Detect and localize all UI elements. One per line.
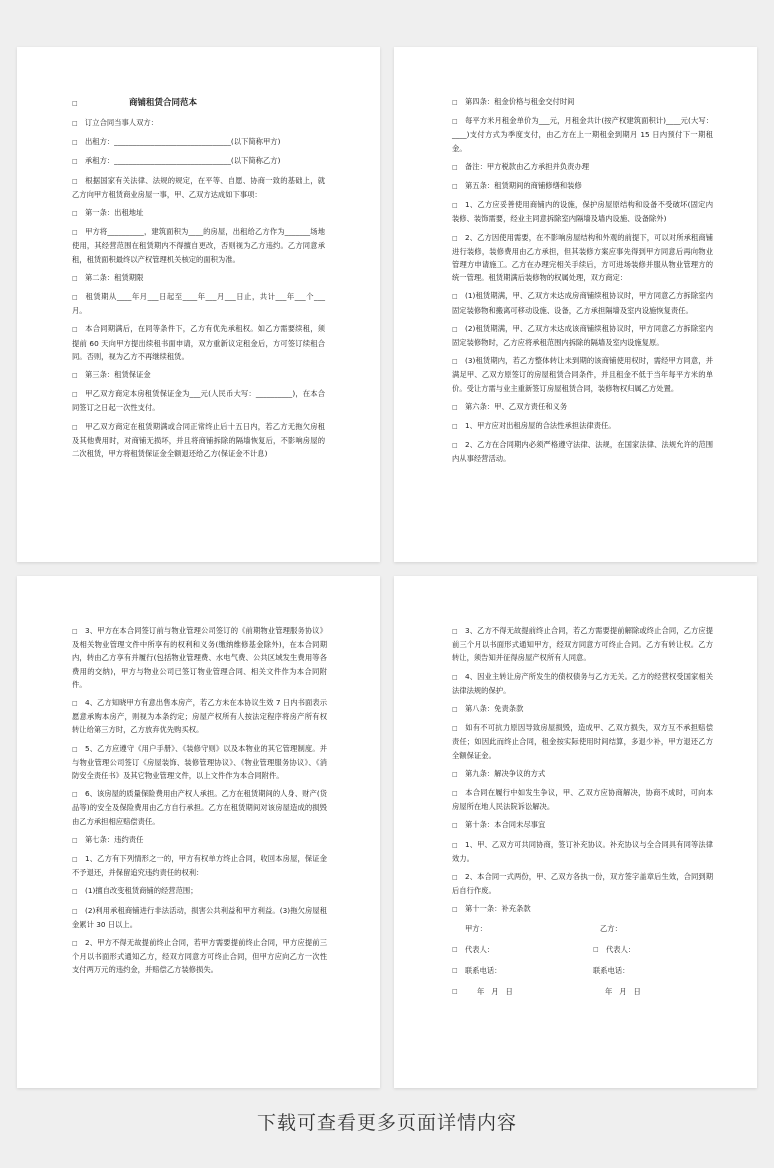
paragraph <box>452 160 713 174</box>
paragraph-text: 2、乙方在合同期内必须严格遵守法律、法规，在国家法律、法规允许的范围内从事经营活动。 <box>452 440 713 464</box>
paragraph-text: 2、乙方因使用需要，在不影响房屋结构和外观的前提下，可以对所承租商铺进行装修，装修费用由乙方承担，但其装修方案应事先得到甲方同意后再向物业管理方申请施工。乙方在办理完相关手续后，方可进场装修并服从物业管理方的统一管理。租赁期满后装修物的权属处理，双方商定： <box>452 232 713 283</box>
paragraph <box>72 368 325 382</box>
paragraph-text: 甲乙双方商定本房租赁保证金为___元(人民币大写：__________)，在本合同签订之日起一次性支付。 <box>72 389 325 413</box>
paragraph-text: (3)租赁期内，若乙方整体转让未到期的该商铺使用权时，需经甲方同意，并满足甲、乙双方原签订的房屋租赁合同条件，并且租金不低于当年每平方米的单价。受让方需与业主重新签订房屋租赁合同，装修物权归属乙方处置。 <box>452 356 713 393</box>
paragraph-text: 6、该房屋的质量保险费用由产权人承担。乙方在租赁期间的人身、财产(货品等)的安全及保险费用由乙方自行承担。乙方在租赁期间对该房屋造成的损毁由乙方承担相应赔偿责任。 <box>72 789 327 826</box>
page-body <box>452 624 713 917</box>
checkbox-icon: □ <box>452 822 458 830</box>
paragraph <box>452 902 713 916</box>
paragraph <box>452 322 713 349</box>
checkbox-icon: □ <box>72 120 78 127</box>
checkbox-icon: □ <box>72 229 78 237</box>
checkbox-icon: □ <box>72 372 78 380</box>
paragraph <box>72 387 325 414</box>
checkbox-icon: □ <box>452 945 458 953</box>
paragraph-text: 第六条：甲、乙双方责任和义务 <box>465 401 568 411</box>
paragraph <box>452 400 713 414</box>
paragraph-text: 如有不可抗力原因导致房屋损毁，造成甲、乙双方损失，双方互不承担赔偿责任；如因此而终止合同，租金按实际使用时间结算，多退少补，甲方退还乙方全额保证金。 <box>452 723 713 760</box>
paragraph <box>452 354 713 395</box>
paragraph-text: 出租方：________________________________(以下简称甲方) <box>85 137 281 147</box>
paragraph-text: 3、甲方在本合同签订前与物业管理公司签订的《前期物业管理服务协议》及相关物业管理文件中所享有的权利和义务(缴纳维修基金除外)，在本合同期内，转由乙方享有并履行(包括物业管理费、水电气费、公共区域发生费用等各费用的交纳)，甲方与物业公司已签订物业管理合同、相关文件作为本合同附件。 <box>72 626 327 689</box>
checkbox-icon: □ <box>72 856 78 864</box>
page-body <box>452 95 713 466</box>
paragraph-text: 第二条：租赁期限 <box>85 272 144 282</box>
checkbox-icon: □ <box>72 628 78 635</box>
checkbox-icon: □ <box>452 706 458 714</box>
paragraph-text: 每平方米月租金单价为___元，月租金共计(按产权建筑面积计)____元(大写：____)支付方式为季度支付，由乙方在上一期租金到期月 15 日内预付下一期租金。 <box>452 116 713 153</box>
paragraph-text: 甲方将__________，建筑面积为____的房屋，出租给乙方作为_______场地使用，其经营范围在租赁期内不得擅自更改，否则视为乙方违约。乙方同意承租，租赁面积最终以产权管理机关核定的面积为准。 <box>72 227 325 264</box>
party-b-label: 乙方： <box>600 923 622 933</box>
paragraph <box>452 624 713 665</box>
checkbox-icon: □ <box>593 945 599 953</box>
paragraph-text: 2、本合同一式两份，甲、乙双方各执一份，双方签字盖章后生效，合同到期后自行作废。 <box>452 872 713 896</box>
document-page-1 <box>17 47 380 562</box>
contract-title: 商铺租赁合同范本 <box>129 98 198 108</box>
paragraph <box>452 721 713 762</box>
paragraph <box>452 767 713 781</box>
checkbox-icon: □ <box>72 888 78 896</box>
checkbox-icon: □ <box>72 100 78 107</box>
checkbox-icon: □ <box>452 442 458 450</box>
checkbox-icon: □ <box>452 234 458 242</box>
paragraph <box>72 833 327 847</box>
paragraph-text: 第三条：租赁保证金 <box>85 370 151 380</box>
tel-a-label: 联系电话： <box>465 965 502 975</box>
paragraph <box>72 271 325 285</box>
paragraph-text: 5、乙方应遵守《用户手册》、《装修守则》以及本物业的其它管理制度。并与物业管理公司签订《房屋装饰、装修管理协议》、《物业管理服务协议》、《消防安全责任书》及其它物业管理文件，以上文件作为本合同附件。 <box>72 743 327 781</box>
checkbox-icon: □ <box>452 966 458 974</box>
checkbox-icon: □ <box>72 940 78 948</box>
paragraph-text: 第八条：免责条款 <box>465 704 524 714</box>
checkbox-icon: □ <box>452 673 458 681</box>
party-a-label: 甲方： <box>465 923 487 933</box>
checkbox-icon: □ <box>452 790 458 798</box>
paragraph-text: 根据国家有关法律、法规的规定，在平等、自愿、协商一致的基础上，就乙方向甲方租赁商业房屋一事，甲、乙双方达成如下事项： <box>72 175 325 199</box>
paragraph <box>452 114 713 155</box>
checkbox-icon: □ <box>72 391 78 399</box>
checkbox-icon: □ <box>72 907 78 915</box>
paragraph-text: 甲乙双方商定在租赁期满或合同正常终止后十五日内，若乙方无拖欠房租及其他费用时，对商铺无损坏，并且将商铺拆除的隔墙恢复后，不影响房屋的二次租赁，甲方将租赁保证金全额退还给乙方(保证金不计息) <box>72 421 325 459</box>
checkbox-icon: □ <box>452 99 458 106</box>
paragraph-text: 租赁期从____年月___日起至____年___月___日止，共计___年___个___月。 <box>72 292 325 316</box>
paragraph <box>452 419 713 433</box>
paragraph <box>72 904 327 931</box>
checkbox-icon: □ <box>72 745 78 753</box>
paragraph-text: 1、甲、乙双方可共同协商，签订补充协议。补充协议与全合同具有同等法律效力。 <box>452 839 713 863</box>
paragraph-text: 1、乙方应妥善使用商铺内的设施，保护房屋原结构和设备不受破坏(固定内装修、装饰需要，经业主同意拆除室内隔墙及墙内设施、设备除外) <box>452 200 713 224</box>
paragraph-text: 1、甲方应对出租房屋的合法性承担法律责任。 <box>465 421 616 431</box>
paragraph-text: (1)擅自改变租赁商铺的经营范围； <box>85 886 198 896</box>
checkbox-icon: □ <box>452 202 458 210</box>
checkbox-icon: □ <box>72 158 78 166</box>
checkbox-icon: □ <box>452 325 458 333</box>
checkbox-icon: □ <box>72 836 78 844</box>
page-body <box>72 116 325 460</box>
paragraph <box>452 438 713 465</box>
download-more-hint[interactable]: 下载可查看更多页面详情内容 <box>256 1112 517 1134</box>
paragraph <box>452 870 713 897</box>
page-body <box>72 624 327 977</box>
checkbox-icon: □ <box>72 274 78 282</box>
page-title <box>72 97 325 110</box>
paragraph-text: 承租方：________________________________(以下简称乙方) <box>85 156 281 166</box>
paragraph <box>452 818 713 832</box>
date-b-label: 年 月 日 <box>605 986 641 996</box>
paragraph-text: 本合同在履行中如发生争议，甲、乙双方应协商解决，协商不成时，可向本房屋所在地人民法院诉讼解决。 <box>452 788 713 812</box>
checkbox-icon: □ <box>452 628 458 635</box>
paragraph-text: 第五条：租赁期间的商铺修缮和装修 <box>465 181 582 191</box>
paragraph <box>452 289 713 316</box>
paragraph <box>452 702 713 716</box>
paragraph-text: 3、乙方不得无故提前终止合同，若乙方需要提前解除或终止合同，乙方应提前三个月以书面形式通知甲方，经双方同意方可终止合同。乙方有转让权。乙方转让，须告知并征得房屋产权所有人同意。 <box>452 626 713 663</box>
checkbox-icon: □ <box>452 163 458 171</box>
paragraph <box>72 742 327 783</box>
paragraph <box>72 290 325 317</box>
paragraph-text: 4、因业主转让房产所发生的债权债务与乙方无关。乙方的经营权受国家相关法律法规的保护。 <box>452 671 713 695</box>
checkbox-icon: □ <box>452 358 458 366</box>
paragraph-text: 第四条：租金价格与租金交付时间 <box>465 97 575 106</box>
paragraph <box>72 154 325 168</box>
paragraph-text: 订立合同当事人双方： <box>85 118 158 127</box>
paragraph <box>452 198 713 225</box>
paragraph-text: 第九条：解决争议的方式 <box>465 768 546 778</box>
checkbox-icon: □ <box>72 700 78 708</box>
checkbox-icon: □ <box>452 118 458 126</box>
paragraph-text: 第十一条：补充条款 <box>465 904 531 914</box>
paragraph <box>72 936 327 977</box>
document-page-2 <box>394 47 757 562</box>
paragraph-text: (2)利用承租商铺进行非法活动，损害公共利益和甲方利益。(3)拖欠房屋租金累计 30 日以上。 <box>72 905 327 929</box>
paragraph-text: 2、甲方不得无故提前终止合同，若甲方需要提前终止合同，甲方应提前三个月以书面形式通知乙方，经双方同意方可终止合同，但甲方应向乙方一次性支付两万元的违约金，并赔偿乙方装修损失。 <box>72 938 327 975</box>
rep-b-label: 代表人： <box>606 944 636 954</box>
checkbox-icon: □ <box>452 841 458 849</box>
checkbox-icon: □ <box>72 423 78 431</box>
paragraph-text: 本合同期满后，在同等条件下，乙方有优先承租权。如乙方需要续租，须提前 60 天向甲方提出续租书面申请，双方重新议定租金后，方可签订续租合同。否则，视为乙方不再继续租赁。 <box>72 324 325 361</box>
checkbox-icon: □ <box>452 987 458 995</box>
paragraph <box>72 420 325 461</box>
paragraph <box>72 787 327 828</box>
paragraph <box>72 135 325 149</box>
signature-block <box>452 922 713 998</box>
document-page-3 <box>17 576 380 1088</box>
paragraph-text: 第七条：违约责任 <box>85 834 144 844</box>
paragraph-text: 1、乙方有下列情形之一的，甲方有权单方终止合同，收回本房屋，保证金不予退还，并保留追究违约责任的权利： <box>72 854 327 878</box>
checkbox-icon: □ <box>452 403 458 411</box>
paragraph <box>72 225 325 266</box>
paragraph <box>72 884 327 898</box>
checkbox-icon: □ <box>452 770 458 778</box>
paragraph <box>452 231 713 285</box>
checkbox-icon: □ <box>452 293 458 301</box>
paragraph <box>452 838 713 865</box>
checkbox-icon: □ <box>72 139 78 147</box>
checkbox-icon: □ <box>452 423 458 431</box>
paragraph-text: 备注：甲方税款由乙方承担并负责办理 <box>465 161 590 171</box>
paragraph-text: 4、乙方知晓甲方有意出售本房产，若乙方未在本协议生效 7 日内书面表示愿意承购本房产，则视为本条约定；房屋产权所有人按法定程序将房产所有权转让给第三方时，乙方放弃优先购买权。 <box>72 698 327 735</box>
paragraph-text: (2)租赁期满，甲、乙双方未达成该商铺续租协议时，甲方同意乙方拆除室内固定装修物时，乙方应将承租范围内拆除的隔墙及室内设施复原。 <box>452 323 713 348</box>
checkbox-icon: □ <box>452 725 458 733</box>
date-a-label: 年 月 日 <box>477 986 513 996</box>
document-page-4 <box>394 576 757 1088</box>
paragraph <box>72 696 327 737</box>
paragraph-text: (1)租赁期满，甲、乙双方未达成房商铺续租协议时，甲方同意乙方拆除室内固定装修物和搬离可移动设施、设备，乙方承担隔墙及室内设施恢复责任。 <box>452 291 713 315</box>
paragraph <box>452 95 713 109</box>
paragraph <box>72 624 327 691</box>
paragraph-text: 第十条：本合同未尽事宜 <box>465 820 546 830</box>
checkbox-icon: □ <box>452 906 458 914</box>
rep-a-label: 代表人： <box>465 944 495 954</box>
paragraph <box>72 174 325 201</box>
checkbox-icon: □ <box>72 326 78 334</box>
paragraph <box>452 786 713 813</box>
paragraph-text: 第一条：出租地址 <box>85 208 144 218</box>
paragraph <box>72 116 325 130</box>
checkbox-icon: □ <box>72 210 78 218</box>
paragraph <box>72 852 327 879</box>
checkbox-icon: □ <box>72 177 78 185</box>
paragraph <box>452 670 713 697</box>
paragraph <box>452 179 713 193</box>
paragraph <box>72 206 325 220</box>
checkbox-icon: □ <box>72 294 78 302</box>
checkbox-icon: □ <box>452 874 458 882</box>
checkbox-icon: □ <box>452 183 458 191</box>
checkbox-icon: □ <box>72 791 78 799</box>
tel-b-label: 联系电话： <box>593 965 630 975</box>
paragraph <box>72 322 325 363</box>
